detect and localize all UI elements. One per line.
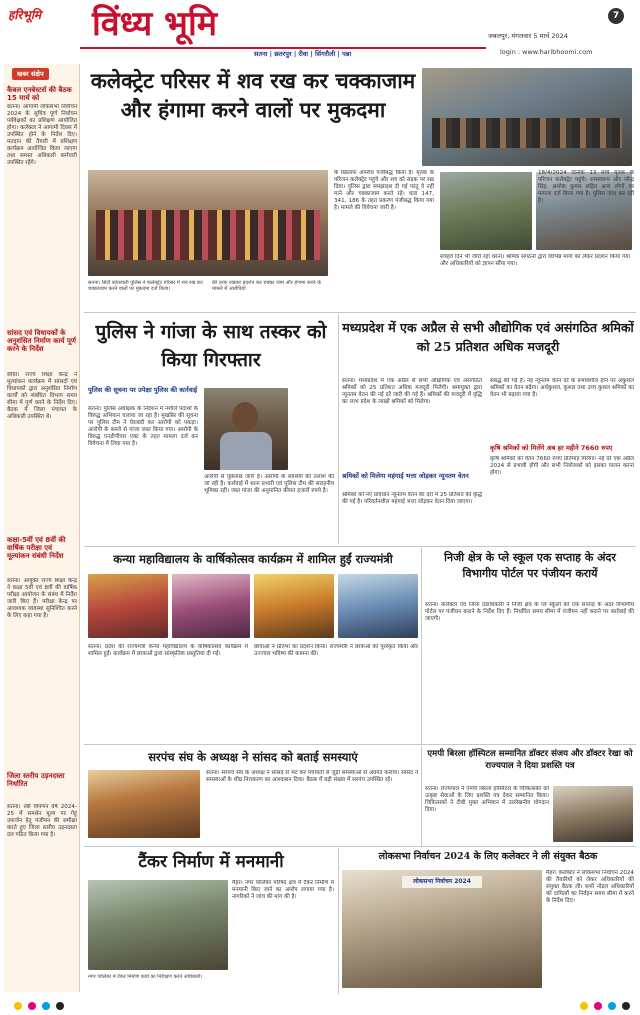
- sarpanch-story: [84, 746, 420, 846]
- brand-logo: हरिभूमि: [8, 8, 42, 22]
- labour-subhead-1: श्रमिकों को मिलेगा महंगाई भत्ता जोड़कर न्यूनतम वेतन: [342, 472, 469, 480]
- college-headline: कन्या महाविद्यालय के वार्षिकोत्सव कार्यक्रम में शामिल हुईं राज्यमंत्री: [113, 552, 393, 566]
- sidebar-item-body: सतना। रबी विपणन वर्ष 2024-25 में समर्थन मूल्य पर गेहूं उपार्जन हेतु पंजीयन की समीक्षा करते हुए जिला स्तरीय उड़नदस्ता दल गठित किया गया है।: [7, 804, 77, 838]
- lead-caption: सतना। सिटी कोतवाली पुलिस ने कलेक्ट्रेट परिसर में शव रख कर चक्काजाम करने वालों पर मुकदमा दर्ज किया।: [88, 280, 203, 292]
- college-body: सतना। प्रदेश की राज्यमंत्री कन्या महाविद्यालय के वार्षिकोत्सव कार्यक्रम में शामिल हुईं। कार्यक्रम में छात्राओं द्वारा सांस्कृतिक प्रस्तुतियां दी गईं।: [88, 644, 248, 657]
- accused-photo: [204, 388, 288, 470]
- police-headline: पुलिस ने गांजा के साथ तस्कर को किया गिरफ्तार: [95, 321, 327, 371]
- school-story: [423, 548, 636, 744]
- divider: [421, 548, 422, 744]
- divider: [84, 312, 636, 313]
- school-headline: निजी क्षेत्र के प्ले स्कूल एक सप्ताह के अंदर विभागीय पोर्टल पर पंजीयन करायें: [444, 551, 616, 580]
- hospital-story: [423, 746, 636, 846]
- tanker-caption: नगर पालिका में टैंकर निर्माण कार्य का निरीक्षण करते अधिकारी।: [88, 974, 203, 980]
- divider: [84, 546, 636, 547]
- sidebar-item-title: कक्षा-5वीं एवं 8वीं की वार्षिक परीक्षा एवं मूल्यांकन संबंधी निर्देश: [7, 536, 66, 560]
- election-body: मैहर। कलेक्टर ने लोकसभा निर्वाचन 2024 की तैयारियों को लेकर अधिकारियों की संयुक्त बैठक ली। सभी नोडल अधिकारियों को दायित्वों का निर्वहन समय सीमा में करने के निर्देश दिए।: [546, 870, 634, 904]
- sidebar-item-body: सतना। आयुक्त राज्य शिक्षा केन्द्र ने कक्षा 5वीं एवं 8वीं की वार्षिक परीक्षा आयोजन के संबंध में निर्देश जारी किए हैं। परीक्षा केन्द्र पर आवश्यक व्यवस्था सुनिश्चित करने के लिए कहा गया है।: [7, 578, 77, 619]
- hospital-photo: [553, 786, 633, 842]
- divider: [338, 314, 339, 544]
- edition-date: जबलपुर, मंगलवार 5 मार्च 2024: [488, 32, 568, 40]
- protest-photo: [422, 68, 632, 166]
- labour-body-1: सतना। मध्यप्रदेश में एक अप्रैल से सभी औद्योगिक एवं असंगठित श्रमिकों को 25 प्रतिशत अधिक मजदूरी मिलेगी। श्रमायुक्त द्वारा न्यूनतम वेतन की नई दरें जारी की गई हैं। श्रमिकों की मजदूरी में वृद्धि का लाभ प्रदेश के लाखों श्रमिकों को मिलेगा।: [342, 378, 482, 405]
- sidebar-item-title: सांसद एवं विधायकों के अनुशंसित निर्माण कार्य पूर्ण करने के निर्देश: [7, 329, 76, 353]
- sarpanch-body: सतना। सरपंच संघ के अध्यक्ष ने सांसद से भेंट कर पंचायतों से जुड़ी समस्याओं से अवगत कराया। सांसद ने समस्याओं के शीघ्र निराकरण का आश्वासन दिया। बैठक में बड़ी संख्या में सरपंच उपस्थित रहे।: [206, 770, 418, 783]
- divider: [84, 846, 636, 847]
- divider: [338, 848, 339, 994]
- election-headline: लोकसभा निर्वाचन 2024 के लिए कलेक्टर ने ली संयुक्त बैठक: [378, 851, 598, 862]
- region-bar: [80, 47, 486, 59]
- crowd-photo: [88, 170, 328, 276]
- region-nav[interactable]: सतना | छतरपुर | रीवा | सिंगरौली | पन्ना: [254, 50, 352, 58]
- sarpanch-photo: [88, 770, 200, 838]
- police-story: [84, 314, 338, 546]
- election-meeting-photo: [342, 870, 542, 988]
- labour-headline: मध्यप्रदेश में एक अप्रैल से सभी औद्योगिक एवं असंगठित श्रमिकों को 25 प्रतिशत अधिक मजदूरी: [342, 320, 634, 354]
- lead-caption: की तरफ रखकर प्रदर्शन कर चक्का जाम और हंगामा करने के मामले में आरोपियों: [212, 280, 322, 292]
- labour-body-3: संबद्ध की गई है। नई न्यूनतम वेतन दरें के प्रभावशील होने पर अकुशल श्रमिकों का वेतन बढ़ेगा। अर्धकुशल, कुशल तथा उच्च कुशल श्रमिकों का वेतन भी बढ़ाया गया है।: [490, 378, 634, 398]
- college-photo-4: [338, 574, 418, 638]
- police-body-2: आरोपी से पूछताछ जारी है। आरोपी के साथियों की तलाश की जा रही है। कार्रवाई में थाना प्रभारी एवं पुलिस टीम की सराहनीय भूमिका रही। जब्त गांजा की अनुमानित कीमत हजारों रुपये है।: [204, 474, 334, 494]
- labour-story: [340, 314, 636, 546]
- college-photo-3: [254, 574, 334, 638]
- college-photo-1: [88, 574, 168, 638]
- tanker-body: मैहर। नगर पालिका परिषद क्षेत्र में टैंकर निर्माण में मनमानी किए जाने का आरोप लगाया गया है। नागरिकों ने जांच की मांग की है।: [232, 880, 334, 900]
- page-title: विंध्य भूमि: [92, 4, 218, 44]
- college-story: [84, 548, 420, 744]
- sidebar-item-body: सीधी। राज्य शिक्षा केन्द्र ने मूल्यांकन कार्यक्रम में सांसदों एवं विधायकों द्वारा अनुशंसित निर्माण कार्यों को संबंधित विभाग समय सीमा में पूर्ण करने के निर्देश दिए। बैठक में जिला पंचायत के अधिकारी उपस्थित थे।: [7, 372, 77, 420]
- sarpanch-headline: सरपंच संघ के अध्यक्ष ने सांसद को बताई समस्याएं: [148, 750, 358, 764]
- election-banner: लोकसभा निर्वाचन 2024: [402, 876, 482, 888]
- divider: [421, 746, 422, 846]
- sidebar-item-body: सतना। आगामी लोकसभा निर्वाचन 2024 के सुचित्र पूर्ण निर्वाचन पर्यवेक्षकों का प्रशिक्षण आयोजित होगा। कलेक्टर ने आगामी दिवस में उपस्थित होने के निर्देश दिए। मतदान की तैयारी में प्रशिक्षण कार्यक्रम आयोजित किया जाएगा तथा समस्त अधिकारी कर्मचारी उपस्थित रहेंगे।: [7, 104, 77, 166]
- tanker-photo: [88, 880, 228, 970]
- masthead: [0, 0, 640, 62]
- print-registration-marks: [0, 997, 640, 1015]
- college-body-2: छात्राओं ने प्रतिभा का प्रदर्शन किया। राज्यमंत्री ने छात्राओं को पुरस्कृत किया और उज्ज्वल भविष्य की कामना की।: [254, 644, 418, 657]
- lead-col3-text: 18/4/2024 दिनांक 13 मार्च मृतक के परिजन कलेक्ट्रेट पहुंचे। रामस्वरूप और नरेन्द्र सिंह, अशोक कुमार सहित अन्य लोगों पर मामला दर्ज किया गया है। पुलिस जांच कर रही है।: [538, 170, 634, 204]
- election-story: [340, 848, 636, 996]
- labour-body-2: श्रमिकों को नए प्रावधान न्यूनतम वेतन की दरों में 25 प्रतिशत की वृद्धि की गई है। परिवर्तनशील महंगाई भत्ता जोड़कर वेतन दिया जाएगा।: [342, 492, 482, 505]
- school-body: सतना। कलेक्टर एवं जिला दंडाधिकारी ने निजी क्षेत्र के प्ले स्कूलों को एक सप्ताह के अंदर विभागीय पोर्टल पर पंजीयन कराने के निर्देश दिए हैं। निर्धारित समय सीमा में पंजीयन नहीं कराने पर कार्रवाई की जाएगी।: [425, 602, 634, 622]
- divider: [84, 744, 636, 745]
- police-subhead: पुलिस की सूचना पर उपेक्षा पुलिस की कार्रवाई: [88, 386, 198, 394]
- labour-body-4: कृषि श्रमिकों को वेतन 7660 रुपए प्रतिमाह मिलेगा। नई दरें एक अप्रैल 2024 से प्रभावी होंगी और सभी नियोजकों को इसका पालन करना होगा।: [490, 456, 634, 476]
- labour-subhead-2: कृषि श्रमिकों को मिलेंगे अब हर महीने 7660 रुपए: [490, 444, 613, 452]
- police-body: सतना। पुलिस अधीक्षक के निर्देशन में नशीले पदार्थों के विरुद्ध अभियान चलाया जा रहा है। मुखबिर की सूचना पर पुलिस टीम ने घेराबंदी कर आरोपी को पकड़ा। आरोपी के कब्जे से गांजा जब्त किया गया। आरोपी के विरुद्ध एनडीपीएस एक्ट के तहत मामला दर्ज कर विवेचना में लिया गया है।: [88, 406, 198, 447]
- lead-col1: के खिलाफ अपराध पंजीबद्ध किया है। मृतक के परिजन कलेक्ट्रेट पहुंचे और शव को सड़क पर रख दिया। पुलिस द्वारा समझाइश दी गई परंतु वे नहीं माने और चक्काजाम करते रहे। धारा 147, 341, 186 के तहत प्रकरण पंजीबद्ध किया गया है। मामले की विवेचना जारी है।: [334, 170, 434, 211]
- website-login[interactable]: login : www.haribhoomi.com: [500, 48, 593, 56]
- sit-in-photo: [440, 172, 532, 250]
- hospital-headline: एमपी बिरला हॉस्पिटल सम्मानित डॉक्टर संजय और डॉक्टर रेखा को राज्यपाल ने दिया प्रशस्ति पत्र: [427, 749, 633, 771]
- sidebar-item-title: कैबल एनबेस्टर्स की बैठक 15 मार्च को: [7, 86, 72, 102]
- tanker-story: [84, 848, 338, 996]
- tanker-headline: टैंकर निर्माण में मनमानी: [138, 852, 284, 872]
- sidebar-item-title: जिला स्तरीय उड़नदस्ता निर्धारित: [7, 772, 65, 788]
- lead-headline: कलेक्ट्रेट परिसर में शव रख कर चक्काजाम और हंगामा करने वालों पर मुकदमा: [90, 68, 416, 122]
- sidebar-tag: खबर संक्षेप: [12, 68, 49, 80]
- news-brief-sidebar: [4, 64, 80, 992]
- lead-col2: सत्रहवें दिन भी जारी रहा धरना। श्रमिक संगठनों द्वारा विभिन्न मांगों को लेकर प्रदर्शन किया गया और अधिकारियों को ज्ञापन सौंपा गया।: [440, 254, 630, 267]
- college-photo-2: [172, 574, 250, 638]
- hospital-body: सतना। राज्यपाल ने एमपी बिरला हॉस्पिटल के चिकित्सकों को उत्कृष्ट सेवाओं के लिए प्रशस्ति पत्र देकर सम्मानित किया। चिकित्सकों ने टीबी मुक्त अभियान में उल्लेखनीय योगदान दिया।: [425, 786, 549, 813]
- page-number: 7: [608, 8, 624, 24]
